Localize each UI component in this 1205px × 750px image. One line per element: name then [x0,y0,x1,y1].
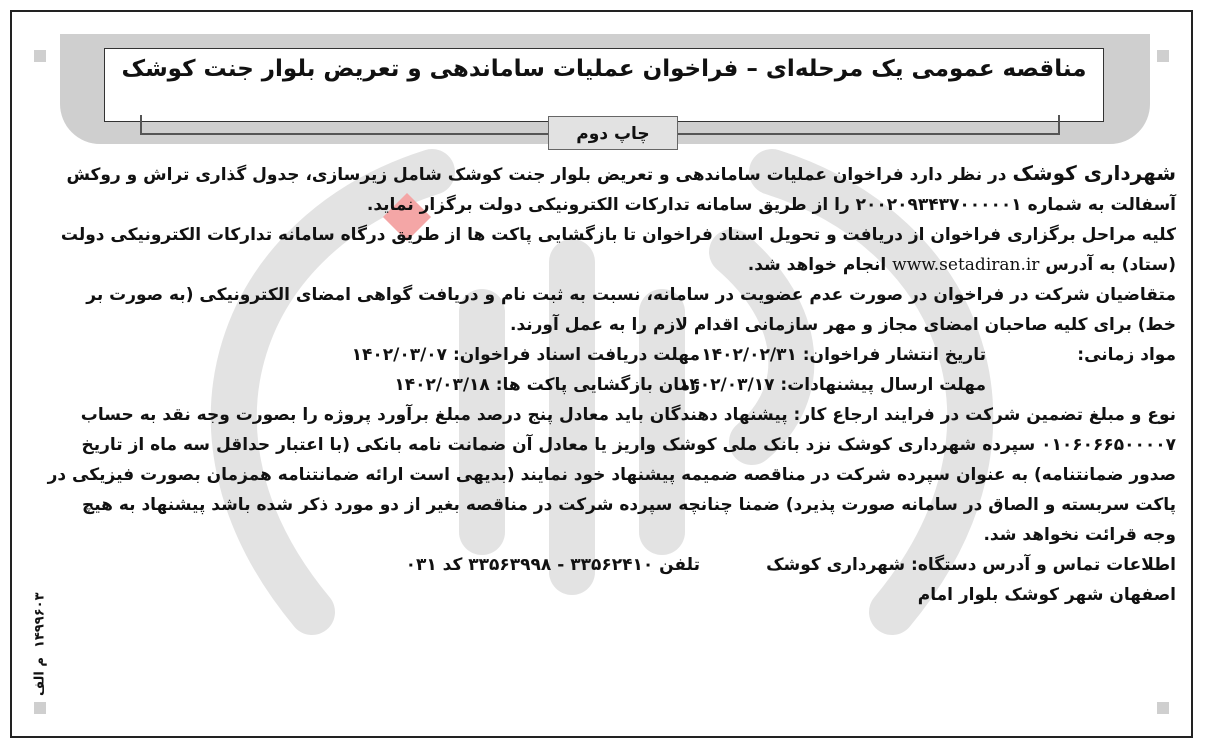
guarantee-paragraph: نوع و مبلغ تضمین شرکت در فرایند ارجاع کار: پیشنهاد دهندگان باید معادل پنج درصد مبلغ برآورد پروژه را بصورت وجه نقد به حساب ۰۱۰۶۰۶۶۵۰۰۰۰۷ سپرده شهرداری کوشک نزد بانک ملی کوشک واریز یا معادل آن ضمانت نامه بانکی (با اعتبار حداقل سه ماه از تاریخ صدور ضمانتنامه) به عنوان سپرده شرکت در مناقصه ضمیمه پیشنهاد خود نمایند (بدیهی است ارائه ضمانتنامه همزمان بصورت فیزیکی در پاکت سربسته و الصاق در سامانه صورت پذیرد) ضمنا چنانچه سپرده شرکت در مناقصه بغیر از دو مورد ذکر شده باشد پیشنهاد به هیچ وجه قرائت نخواهد شد. [47,405,1176,545]
opening-time: زمان بازگشایی پاکت ها: ۱۴۰۲/۰۳/۱۸ [394,375,700,395]
procedure-text: کلیه مراحل برگزاری فراخوان از دریافت و تحویل اسناد فراخوان تا بازگشایی پاکت ها از طریق درگاه سامانه تدارکات الکترونیکی دولت (ستاد) به آدرس [60,225,1176,275]
edition-badge: چاپ دوم [548,116,678,150]
procedure-paragraph [46,220,1176,280]
contact-address: اصفهان شهر کوشک بلوار امام [917,585,1176,605]
corner-ornament [34,50,46,62]
intro-paragraph [46,158,1176,220]
notice-title: مناقصه عمومی یک مرحله‌ای – فراخوان عملیات ساماندهی و تعریض بلوار جنت کوشک [121,56,1087,82]
contact-row [46,550,1176,580]
reference-label: م الف [32,657,48,697]
receive-deadline: مهلت دریافت اسناد فراخوان: ۱۴۰۲/۰۳/۰۷ [351,345,700,365]
schedule-row-2 [46,370,1176,400]
schedule-row-1 [46,340,1176,370]
submit-deadline: مهلت ارسال پیشنهادات: ۱۴۰۲/۰۳/۱۷ [679,375,986,395]
corner-ornament [1157,50,1169,62]
side-reference [28,592,52,732]
organization-name: شهرداری کوشک [1012,161,1176,185]
schedule-label: مواد زمانی: [1077,345,1176,365]
procedure-tail: انجام خواهد شد. [747,255,887,275]
website-link[interactable]: www.setadiran.ir [892,255,1040,275]
registration-paragraph: متقاضیان شرکت در فراخوان در صورت عدم عضویت در سامانه، نسبت به ثبت نام و دریافت گواهی امضای الکترونیکی (به صورت بر خط) برای کلیه صاحبان امضای مجاز و مهر سازمانی اقدام لازم را به عمل آورند. [86,285,1176,335]
contact-label: اطلاعات تماس و آدرس دستگاه: شهرداری کوشک [766,555,1176,575]
notice-body [46,158,1176,610]
notice-frame [10,10,1193,738]
reference-code: ۱۴۹۹۶۰۳ [32,592,48,648]
publish-date: تاریخ انتشار فراخوان: ۱۴۰۲/۰۲/۳۱ [701,345,986,365]
corner-ornament [1157,702,1169,714]
contact-phone: تلفن ۳۳۵۶۲۴۱۰ - ۳۳۵۶۳۹۹۸ کد ۰۳۱ [405,555,700,575]
intro-text: در نظر دارد فراخوان عملیات ساماندهی و تعریض بلوار جنت کوشک شامل زیرسازی، جدول گذاری تراش و روکش آسفالت به شماره ۲۰۰۲۰۹۳۴۳۷۰۰۰۰۰۱ را از طریق سامانه تدارکات الکترونیکی دولت برگزار نماید. [66,165,1176,215]
